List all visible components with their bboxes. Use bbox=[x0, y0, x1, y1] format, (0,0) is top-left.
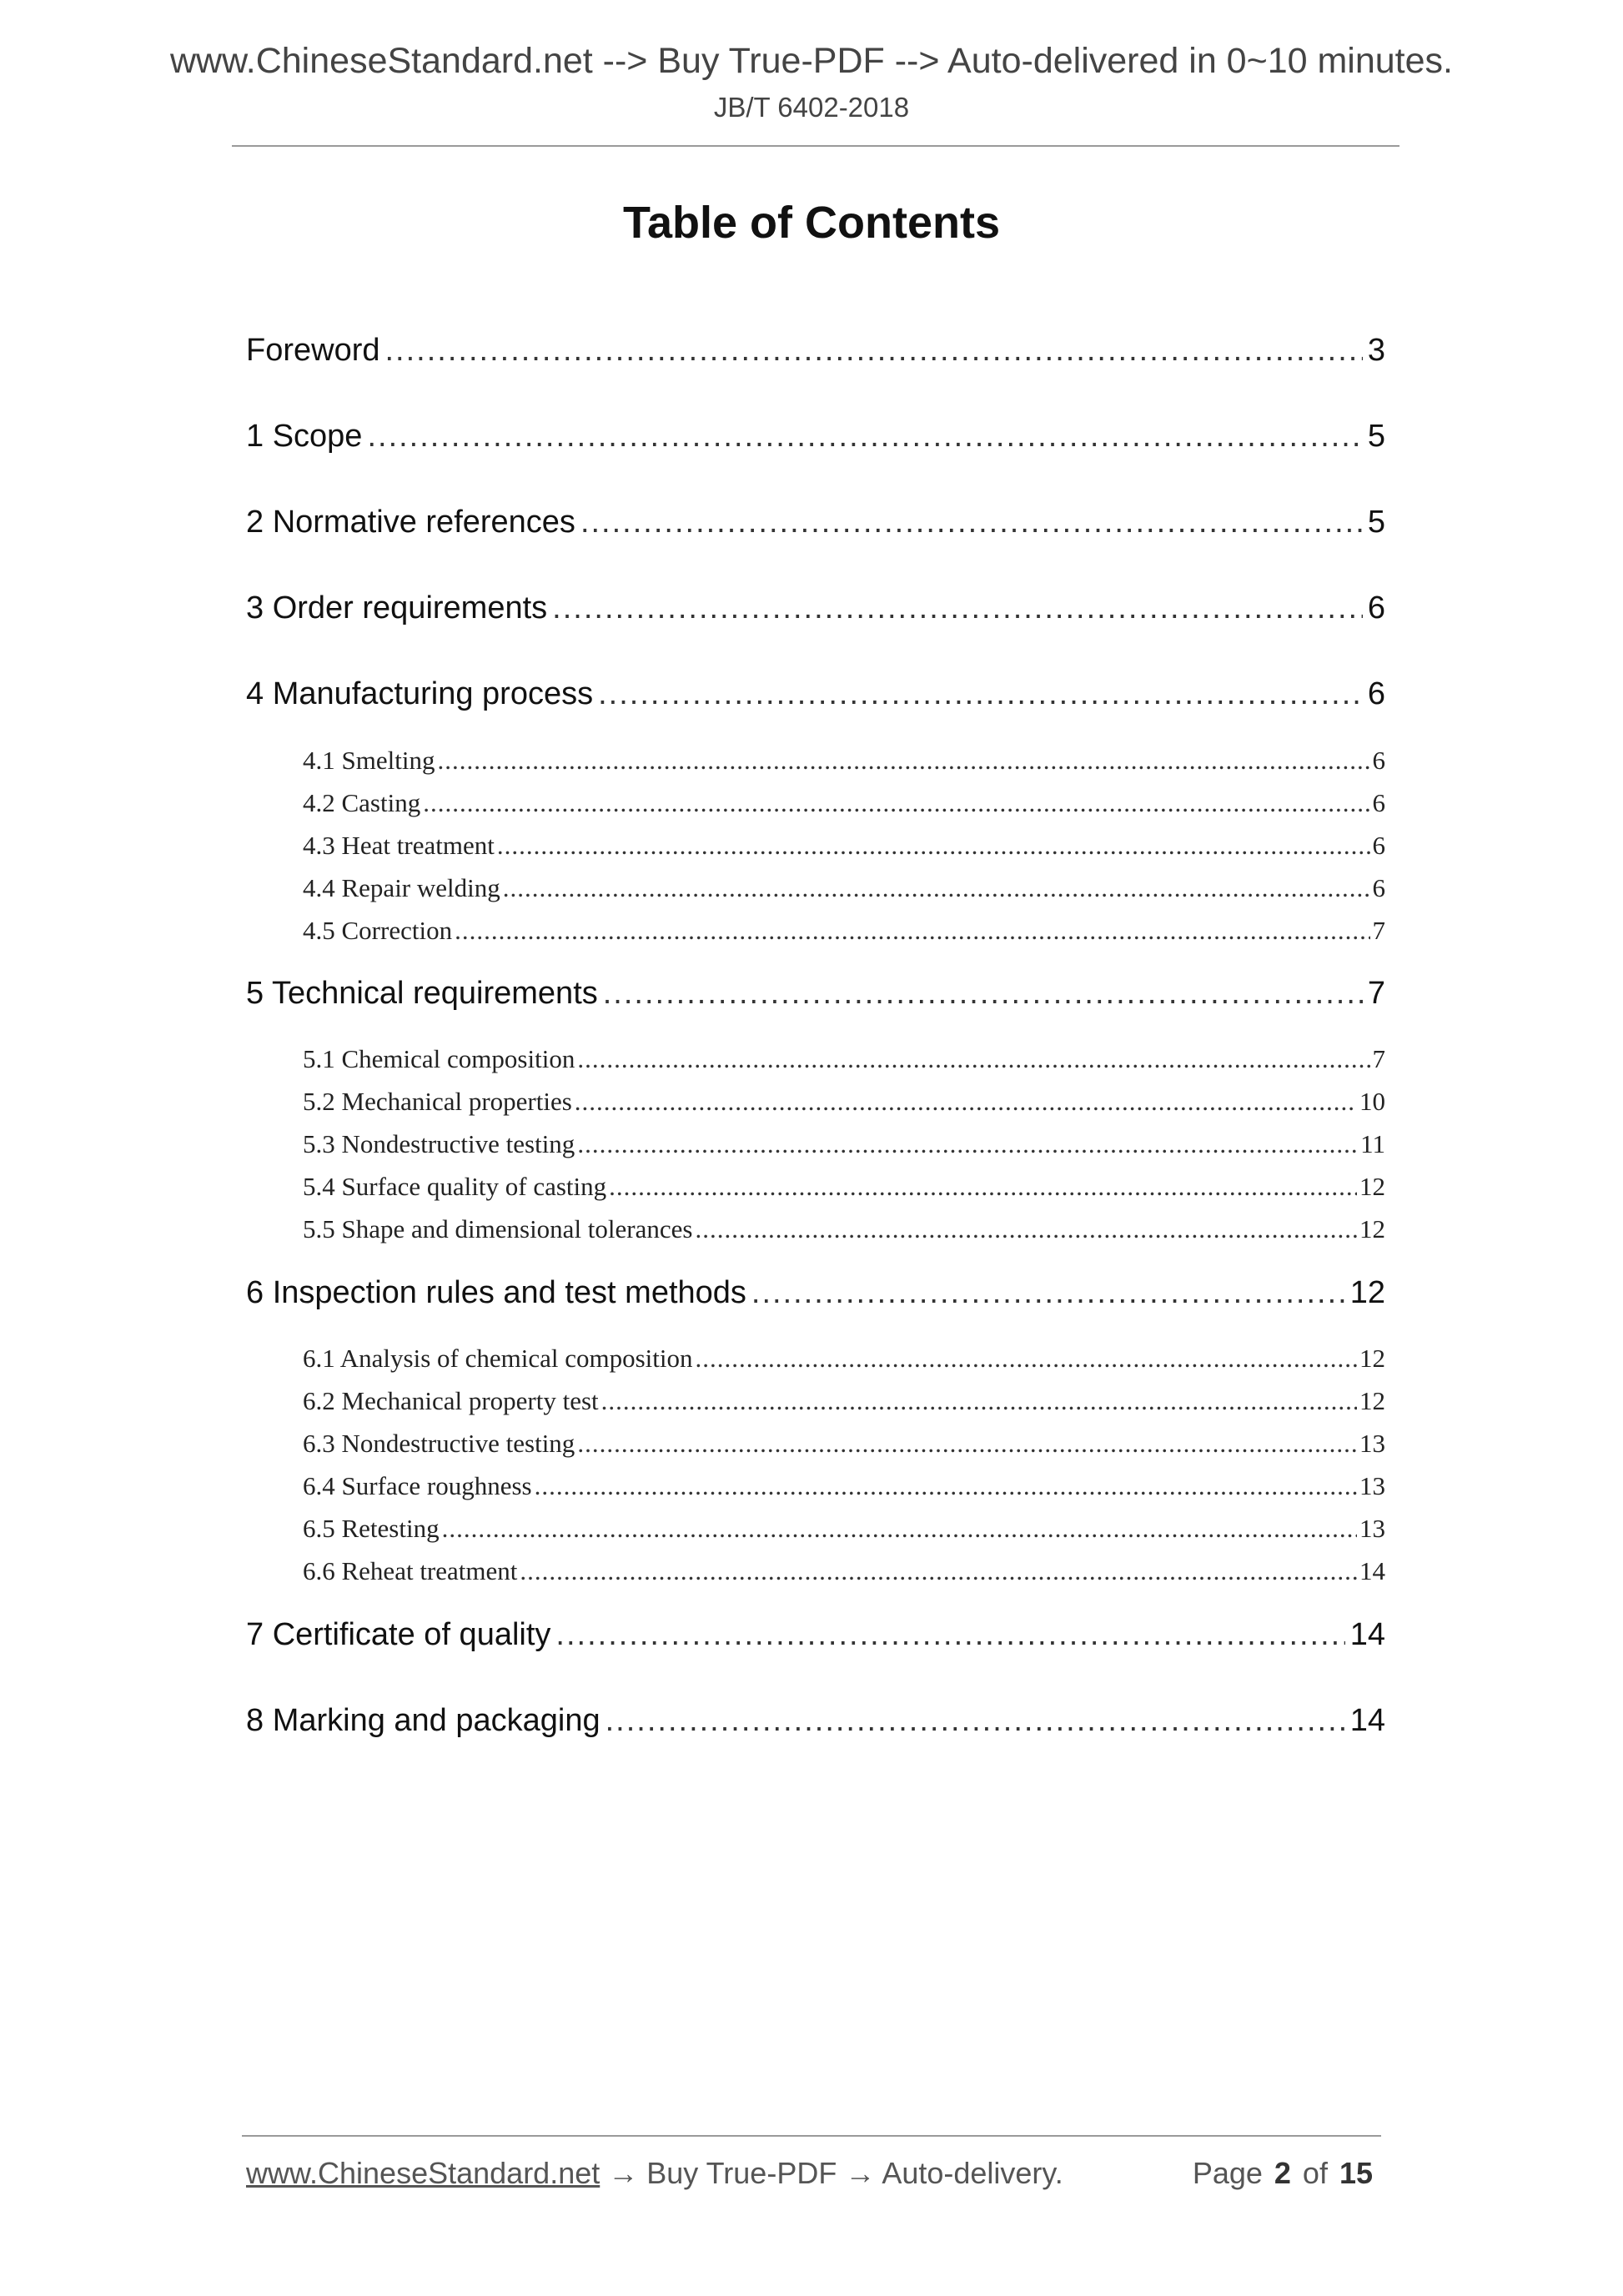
toc-leader-dots bbox=[520, 1555, 1357, 1587]
toc-page-number: 7 bbox=[1372, 916, 1385, 945]
toc-leader-dots bbox=[442, 1513, 1357, 1545]
footer-divider bbox=[242, 2135, 1381, 2137]
toc-page-number: 6 bbox=[1367, 590, 1385, 625]
toc-page-number: 7 bbox=[1367, 976, 1385, 1011]
toc-label: 8 Marking and packaging bbox=[246, 1703, 600, 1738]
toc-entry-certificate-of-quality[interactable] bbox=[246, 1615, 1385, 1654]
toc-entry-retesting[interactable] bbox=[303, 1513, 1385, 1545]
toc-page-number: 12 bbox=[1359, 1386, 1385, 1415]
toc-page-number: 6 bbox=[1372, 831, 1385, 860]
toc-entry-foreword[interactable] bbox=[246, 331, 1385, 369]
toc-entry-order-requirements[interactable] bbox=[246, 589, 1385, 627]
toc-leader-dots bbox=[575, 1086, 1357, 1118]
toc-page-number: 12 bbox=[1359, 1344, 1385, 1373]
toc-entry-heat-treatment[interactable] bbox=[303, 830, 1385, 862]
page-footer bbox=[246, 2158, 1385, 2188]
toc-entry-reheat-treatment[interactable] bbox=[303, 1555, 1385, 1587]
toc-leader-dots bbox=[577, 1428, 1357, 1459]
toc-entry-nondestructive-testing-2[interactable] bbox=[303, 1428, 1385, 1459]
toc-page-number: 10 bbox=[1359, 1087, 1385, 1116]
toc-page-number: 6 bbox=[1372, 788, 1385, 817]
toc-label: 6.6 Reheat treatment bbox=[303, 1556, 518, 1585]
toc-leader-dots bbox=[609, 1171, 1357, 1203]
toc-page-number: 5 bbox=[1367, 505, 1385, 540]
toc-entry-surface-quality[interactable] bbox=[303, 1171, 1385, 1203]
toc-entry-surface-roughness[interactable] bbox=[303, 1470, 1385, 1502]
toc-label: 5.1 Chemical composition bbox=[303, 1044, 575, 1073]
toc-leader-dots bbox=[555, 1615, 1344, 1654]
toc-label: 5.3 Nondestructive testing bbox=[303, 1129, 575, 1158]
total-pages: 15 bbox=[1339, 2156, 1373, 2190]
toc-entry-mechanical-properties[interactable] bbox=[303, 1086, 1385, 1118]
toc-entry-chemical-composition[interactable] bbox=[303, 1043, 1385, 1075]
toc-leader-dots bbox=[601, 1385, 1357, 1417]
toc-page-number: 13 bbox=[1359, 1429, 1385, 1458]
toc-entry-technical-requirements[interactable] bbox=[246, 974, 1385, 1012]
toc-leader-dots bbox=[605, 1701, 1345, 1740]
toc-leader-dots bbox=[367, 417, 1362, 455]
toc-label: 5 Technical requirements bbox=[246, 976, 598, 1011]
toc-entry-repair-welding[interactable] bbox=[303, 872, 1385, 904]
toc-page-number: 6 bbox=[1367, 676, 1385, 711]
toc-leader-dots bbox=[385, 331, 1363, 369]
toc-entry-scope[interactable] bbox=[246, 417, 1385, 455]
toc-label: 3 Order requirements bbox=[246, 590, 548, 625]
toc-leader-dots bbox=[577, 1128, 1358, 1160]
toc-page-number: 13 bbox=[1359, 1514, 1385, 1543]
toc-page-number: 12 bbox=[1349, 1275, 1385, 1310]
toc-label: 6.5 Retesting bbox=[303, 1514, 440, 1543]
toc-page-number: 3 bbox=[1367, 333, 1385, 368]
toc-page-number: 6 bbox=[1372, 746, 1385, 775]
toc-label: 4 Manufacturing process bbox=[246, 676, 594, 711]
toc-leader-dots bbox=[695, 1213, 1357, 1245]
toc-entry-marking-and-packaging[interactable] bbox=[246, 1701, 1385, 1740]
toc-leader-dots bbox=[535, 1470, 1357, 1502]
footer-website-link[interactable]: www.ChineseStandard.net bbox=[246, 2156, 600, 2190]
toc-page-number: 7 bbox=[1372, 1044, 1385, 1073]
footer-left bbox=[246, 2158, 1063, 2188]
of-word: of bbox=[1302, 2156, 1328, 2190]
toc-label: 6.1 Analysis of chemical composition bbox=[303, 1344, 693, 1373]
footer-text: → Buy True-PDF → Auto-delivery. bbox=[600, 2156, 1063, 2190]
toc-leader-dots bbox=[577, 1043, 1369, 1075]
toc-page-number: 14 bbox=[1349, 1617, 1385, 1652]
header-banner[interactable]: www.ChineseStandard.net --> Buy True-PDF --> Auto-delivered in 0~10 minutes. bbox=[169, 41, 1453, 81]
toc-label: 1 Scope bbox=[246, 419, 363, 454]
toc-entry-inspection-rules[interactable] bbox=[246, 1274, 1385, 1312]
toc-page-number: 5 bbox=[1367, 419, 1385, 454]
standard-code: JB/T 6402-2018 bbox=[713, 92, 910, 123]
toc-label: 7 Certificate of quality bbox=[246, 1617, 551, 1652]
toc-label: 6.3 Nondestructive testing bbox=[303, 1429, 575, 1458]
toc-entry-correction[interactable] bbox=[303, 915, 1385, 947]
toc-label: 4.3 Heat treatment bbox=[303, 831, 495, 860]
toc-entry-casting[interactable] bbox=[303, 787, 1385, 819]
toc-leader-dots bbox=[552, 589, 1363, 627]
page-title: Table of Contents bbox=[623, 198, 1000, 248]
page-indicator bbox=[1181, 2158, 1373, 2188]
toc-leader-dots bbox=[598, 675, 1363, 713]
toc-leader-dots bbox=[696, 1343, 1357, 1374]
toc-label: 5.5 Shape and dimensional tolerances bbox=[303, 1214, 693, 1243]
toc-leader-dots bbox=[603, 974, 1363, 1012]
toc-entry-nondestructive-testing[interactable] bbox=[303, 1128, 1385, 1160]
page-word: Page bbox=[1192, 2156, 1263, 2190]
toc-entry-normative-references[interactable] bbox=[246, 503, 1385, 541]
toc-label: 4.4 Repair welding bbox=[303, 873, 500, 902]
toc-leader-dots bbox=[580, 503, 1363, 541]
toc-label: 5.4 Surface quality of casting bbox=[303, 1172, 607, 1201]
toc-leader-dots bbox=[503, 872, 1370, 904]
toc-leader-dots bbox=[751, 1274, 1345, 1312]
toc-page-number: 12 bbox=[1359, 1214, 1385, 1243]
toc-label: Foreword bbox=[246, 333, 380, 368]
toc-entry-manufacturing-process[interactable] bbox=[246, 675, 1385, 713]
toc-leader-dots bbox=[455, 915, 1369, 947]
toc-leader-dots bbox=[437, 745, 1369, 776]
toc-entry-shape-tolerances[interactable] bbox=[303, 1213, 1385, 1245]
toc-label: 4.1 Smelting bbox=[303, 746, 435, 775]
toc-entry-mechanical-test[interactable] bbox=[303, 1385, 1385, 1417]
toc-page-number: 14 bbox=[1359, 1556, 1385, 1585]
toc-label: 6.2 Mechanical property test bbox=[303, 1386, 599, 1415]
toc-label: 5.2 Mechanical properties bbox=[303, 1087, 572, 1116]
toc-page-number: 14 bbox=[1349, 1703, 1385, 1738]
toc-leader-dots bbox=[497, 830, 1370, 862]
toc-label: 4.5 Correction bbox=[303, 916, 453, 945]
toc-leader-dots bbox=[423, 787, 1369, 819]
toc-page-number: 13 bbox=[1359, 1471, 1385, 1500]
toc-entry-chemical-analysis[interactable] bbox=[303, 1343, 1385, 1374]
toc-page-number: 11 bbox=[1360, 1129, 1385, 1158]
toc-page-number: 6 bbox=[1372, 873, 1385, 902]
toc-page-number: 12 bbox=[1359, 1172, 1385, 1201]
current-page-number: 2 bbox=[1274, 2156, 1291, 2190]
header-divider bbox=[232, 145, 1399, 147]
toc-label: 6 Inspection rules and test methods bbox=[246, 1275, 746, 1310]
toc-entry-smelting[interactable] bbox=[303, 745, 1385, 776]
toc-label: 2 Normative references bbox=[246, 505, 575, 540]
toc-label: 4.2 Casting bbox=[303, 788, 421, 817]
toc-label: 6.4 Surface roughness bbox=[303, 1471, 532, 1500]
